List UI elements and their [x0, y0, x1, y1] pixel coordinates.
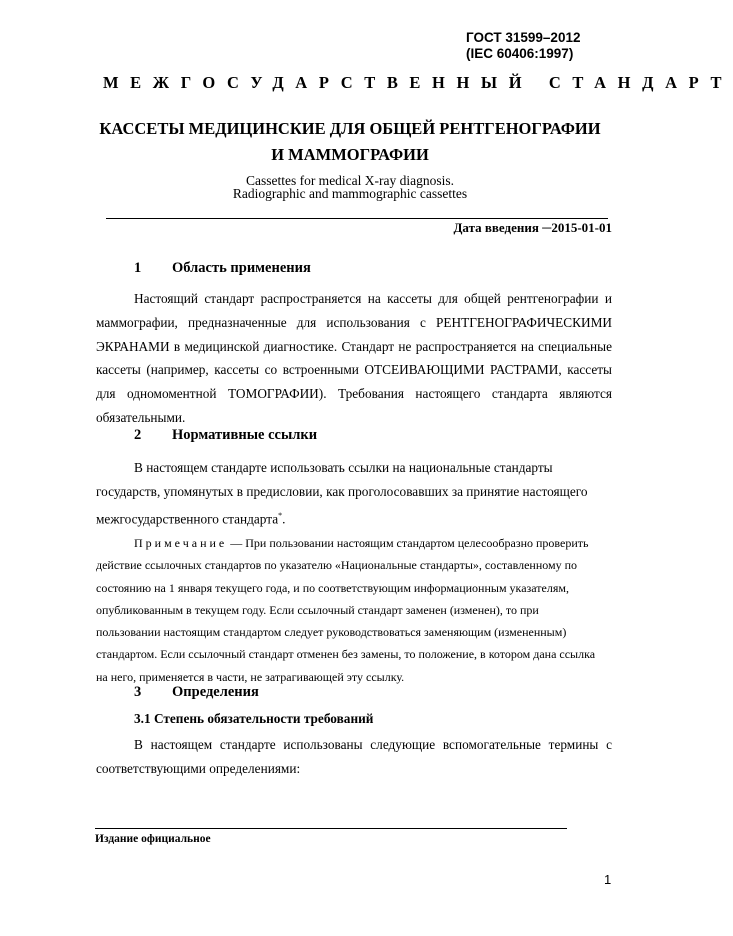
section-2-heading: [134, 427, 534, 447]
section-2-line-3-text: межгосударственного стандарта: [96, 511, 279, 527]
note-block: [96, 532, 616, 688]
section-2-line-1: В настоящем стандарте использовать ссылки на национальные стандарты: [134, 460, 553, 475]
section-1-number: 1: [134, 260, 142, 276]
footnote-mark: *: [278, 510, 283, 520]
english-title: [60, 174, 640, 200]
section-3-number: 3: [134, 684, 142, 700]
note-line-7: на него, применяется в части, не затрагивающей эту ссылку.: [96, 669, 405, 684]
section-2-line-3: [96, 504, 616, 531]
note-line-2: действие ссылочных стандартов по указателю «Национальные стандарты», составленному по: [96, 558, 578, 573]
note-line-4: опубликованным в текущем году. Если ссылочный стандарт заменен (изменен), то при: [96, 602, 539, 617]
section-2-line-3-end: .: [282, 511, 286, 527]
section-2-title: Нормативные ссылки: [172, 427, 318, 443]
interstate-standard-label: МЕЖГОСУДАРСТВЕННЫЙ СТАНДАРТ: [103, 73, 733, 92]
section-2-line-2: государств, упомянутых в предисловии, как проголосовавших за принятие настоящего: [96, 483, 588, 499]
section-3-paragraph: В настоящем стандарте использованы следующие вспомогательные термины с соответствующими определениями:: [96, 737, 612, 776]
title-line-1: КАССЕТЫ МЕДИЦИНСКИЕ ДЛЯ ОБЩЕЙ РЕНТГЕНОГРАФИИ: [99, 119, 601, 138]
note-line-1-text: При пользовании настоящим стандартом целесообразно проверить: [245, 536, 589, 550]
gost-number: ГОСТ 31599–2012: [466, 30, 581, 45]
note-label: Примечание: [134, 536, 228, 550]
document-title: [60, 116, 640, 168]
section-1-heading: [134, 260, 534, 280]
section-3-heading: [134, 684, 534, 704]
footer-divider: [95, 828, 567, 829]
section-1-paragraph: Настоящий стандарт распространяется на кассеты для общей рентгенографии и маммографии, предназначенные для использования с РЕНТГЕНОГРАФИЧЕСКИМИ ЭКРАНАМИ в медицинской диагностике. Стандарт не распространяется на специальные кассеты (например, кассеты со встроенными ОТСЕИВАЮЩИМИ РАСТРАМИ, кассеты для одномоментной ТОМОГРАФИИ). Требования настоящего стандарта являются обязательными.: [96, 291, 612, 425]
date-of-introduction: Дата введения ─2015-01-01: [453, 220, 612, 235]
english-title-line-1: Cassettes for medical X-ray diagnosis.: [245, 173, 455, 188]
official-edition-label: Издание официальное: [95, 833, 211, 845]
title-line-2: И МАММОГРАФИИ: [271, 145, 429, 164]
note-line-1: [96, 532, 616, 554]
section-2-paragraph: [96, 456, 616, 531]
iec-number: (IEC 60406:1997): [466, 46, 574, 61]
title-divider: [106, 218, 608, 219]
note-line-5: пользовании настоящим стандартом следует руководствоваться заменяющим (измененным): [96, 625, 567, 640]
section-1-title: Область применения: [172, 260, 311, 276]
note-line-3: состоянию на 1 января текущего года, и по соответствующим информационным указателям,: [96, 580, 569, 595]
section-3-title: Определения: [172, 684, 259, 700]
page-number: 1: [604, 872, 612, 887]
subsection-3-1-heading: 3.1 Степень обязательности требований: [134, 711, 374, 726]
note-line-6: стандартом. Если ссылочный стандарт отменен без замены, то положение, в котором дана ссылка: [96, 647, 596, 662]
english-title-line-2: Radiographic and mammographic cassettes: [232, 186, 468, 201]
document-code-block: [466, 30, 580, 62]
note-dash: —: [230, 536, 243, 550]
section-2-number: 2: [134, 427, 142, 443]
